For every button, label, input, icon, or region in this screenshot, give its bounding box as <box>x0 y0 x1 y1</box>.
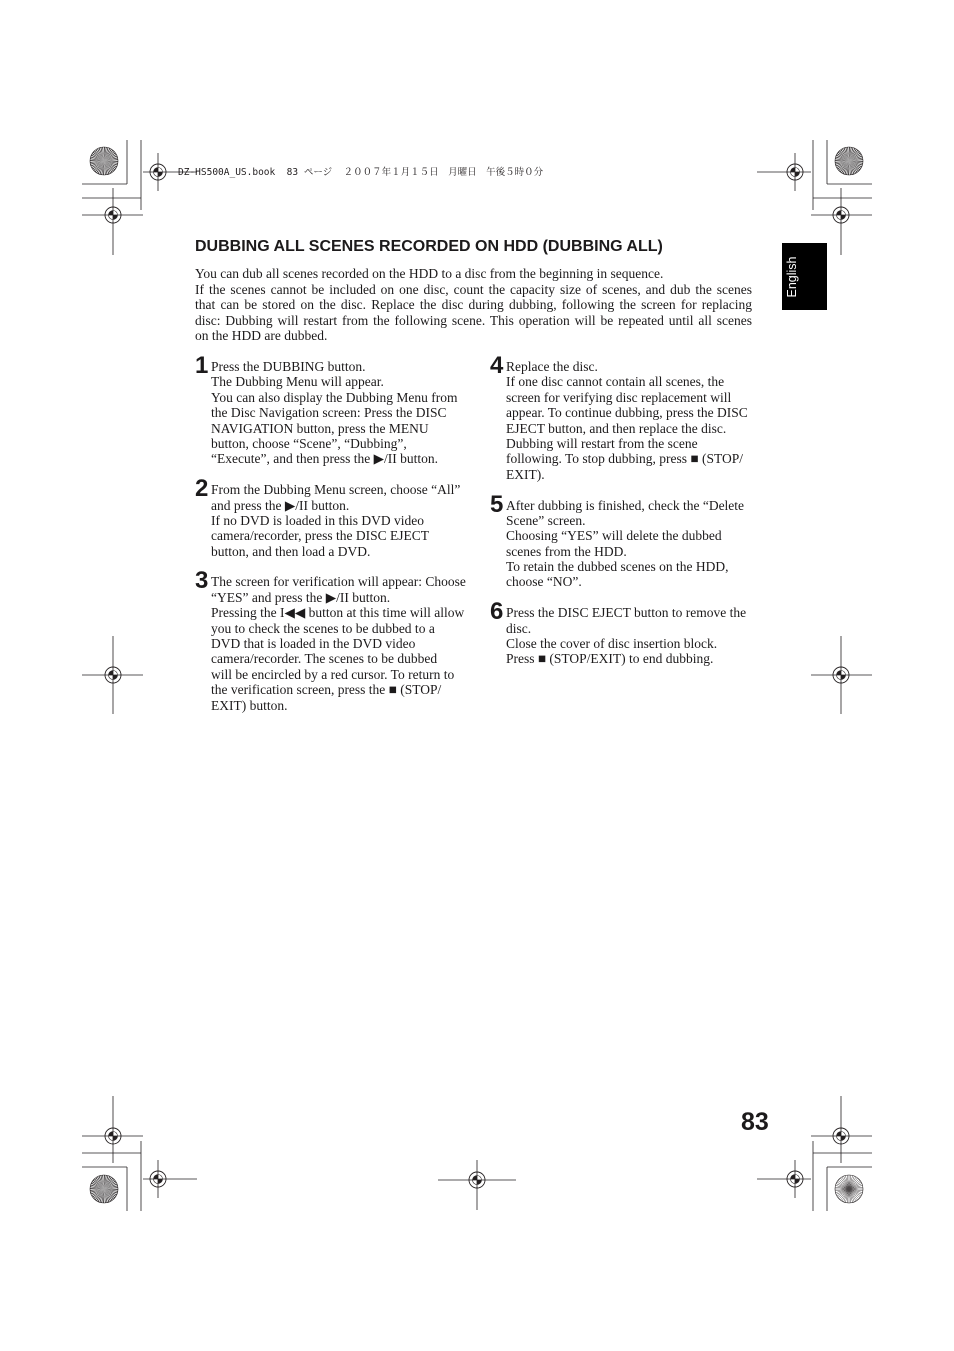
step-line: Pressing the I◀◀ button at this time will allow <box>211 605 465 621</box>
registration-target <box>143 1160 197 1198</box>
step-line: button, and then load a DVD. <box>211 543 371 559</box>
intro-line <box>195 313 752 329</box>
step-line: Choosing “YES” will delete the dubbed <box>506 528 722 544</box>
starburst-mark <box>90 147 118 175</box>
step-line: Close the cover of disc insertion block. <box>506 636 718 652</box>
step-line: Press the DUBBING button. <box>211 359 366 374</box>
step-line: If no DVD is loaded in this DVD video <box>211 512 424 528</box>
step-number: 1 <box>195 352 209 379</box>
step-line: camera/recorder, press the DISC EJECT <box>211 528 430 544</box>
steps-column-left <box>195 352 480 728</box>
intro-line <box>195 328 752 344</box>
intro-line <box>195 266 752 282</box>
step-line: The screen for verification will appear: Choose <box>211 574 466 590</box>
step-line: The Dubbing Menu will appear. <box>211 374 384 390</box>
print-header: DZ-HS500A_US.book 83 ページ ２００７年１月１５日 月曜日 午後５時０分 <box>178 167 544 178</box>
step-item <box>195 567 480 713</box>
intro-paragraph <box>195 266 752 282</box>
step-line: screen for verifying disc replacement will <box>506 389 732 405</box>
step-line: and press the ▶/II button. <box>211 497 350 513</box>
registration-target <box>757 153 811 191</box>
step-line: you to check the scenes to be dubbed to a <box>211 620 435 636</box>
intro-paragraph <box>195 282 752 344</box>
step-line: EXIT) button. <box>211 697 288 713</box>
step-item <box>490 490 775 590</box>
section-intro <box>195 266 752 344</box>
step-line: will be encircled by a red cursor. To return to <box>211 666 455 682</box>
intro-line-text: on the HDD are dubbed. <box>195 328 328 343</box>
step-line: disc. <box>506 620 532 636</box>
step-line: After dubbing is finished, check the “Delete <box>506 497 745 513</box>
registration-target <box>811 636 872 714</box>
language-tab <box>782 243 827 310</box>
step-line: the Disc Navigation screen: Press the DISC <box>211 405 447 421</box>
step-number: 6 <box>490 598 504 626</box>
step-line: Press ■ (STOP/EXIT) to end dubbing. <box>506 651 714 667</box>
step-line: If one disc cannot contain all scenes, the <box>506 374 725 390</box>
starburst-mark <box>835 1175 863 1203</box>
step-line: scenes from the HDD. <box>506 543 627 559</box>
intro-line-text: disc: Dubbing will restart from the following scene. This operation will be repeated until all scenes <box>195 312 752 328</box>
registration-target <box>757 1160 811 1198</box>
step-number: 5 <box>490 490 504 518</box>
starburst-mark <box>90 1175 118 1203</box>
intro-line-text: that can be stored on the disc. Replace the disc during dubbing, following the screen for replacing <box>195 297 752 312</box>
intro-line <box>195 282 752 298</box>
step-item <box>195 475 480 559</box>
intro-line <box>195 297 752 313</box>
step-line: To retain the dubbed scenes on the HDD, <box>506 559 729 575</box>
steps-column-right <box>490 352 775 682</box>
page-number: 83 <box>741 1108 769 1136</box>
step-line: Replace the disc. <box>506 359 598 374</box>
step-line: appear. To continue dubbing, press the DISC <box>506 405 748 421</box>
language-tab-label: English <box>785 256 799 298</box>
step-item <box>490 598 775 667</box>
step-line: EXIT). <box>506 466 545 482</box>
step-line: following. To stop dubbing, press ■ (STOP/ <box>506 451 743 467</box>
step-number: 2 <box>195 475 209 503</box>
step-line: Dubbing will restart from the scene <box>506 435 698 451</box>
step-line: DVD that is loaded in the DVD video <box>211 636 416 652</box>
step-line: EJECT button, and then replace the disc. <box>506 420 727 436</box>
step-number: 4 <box>490 352 504 379</box>
step-line: Scene” screen. <box>506 512 586 528</box>
starburst-mark <box>835 147 863 175</box>
step-line: “YES” and press the ▶/II button. <box>211 589 391 605</box>
step-item <box>195 352 480 467</box>
step-item <box>490 352 775 482</box>
step-line: the verification screen, press the ■ (STOP/ <box>211 682 442 698</box>
step-line: choose “NO”. <box>506 574 582 590</box>
registration-target <box>438 1160 516 1210</box>
step-line: camera/recorder. The scenes to be dubbed <box>211 651 438 667</box>
intro-line-text: If the scenes cannot be included on one disc, count the capacity size of scenes, and dub the scenes <box>195 281 752 297</box>
step-line: From the Dubbing Menu screen, choose “All” <box>211 482 461 498</box>
registration-target <box>82 636 143 714</box>
step-line: “Execute”, and then press the ▶/II button. <box>211 451 439 467</box>
section-title: DUBBING ALL SCENES RECORDED ON HDD (DUBBING ALL) <box>195 238 663 255</box>
step-line: Press the DISC EJECT button to remove the <box>506 605 747 621</box>
intro-line-text: You can dub all scenes recorded on the HDD to a disc from the beginning in sequence. <box>195 266 664 281</box>
step-line: You can also display the Dubbing Menu from <box>211 389 458 405</box>
step-number: 3 <box>195 567 209 595</box>
step-line: NAVIGATION button, press the MENU <box>211 420 429 436</box>
step-line: button, choose “Scene”, “Dubbing”, <box>211 435 407 451</box>
